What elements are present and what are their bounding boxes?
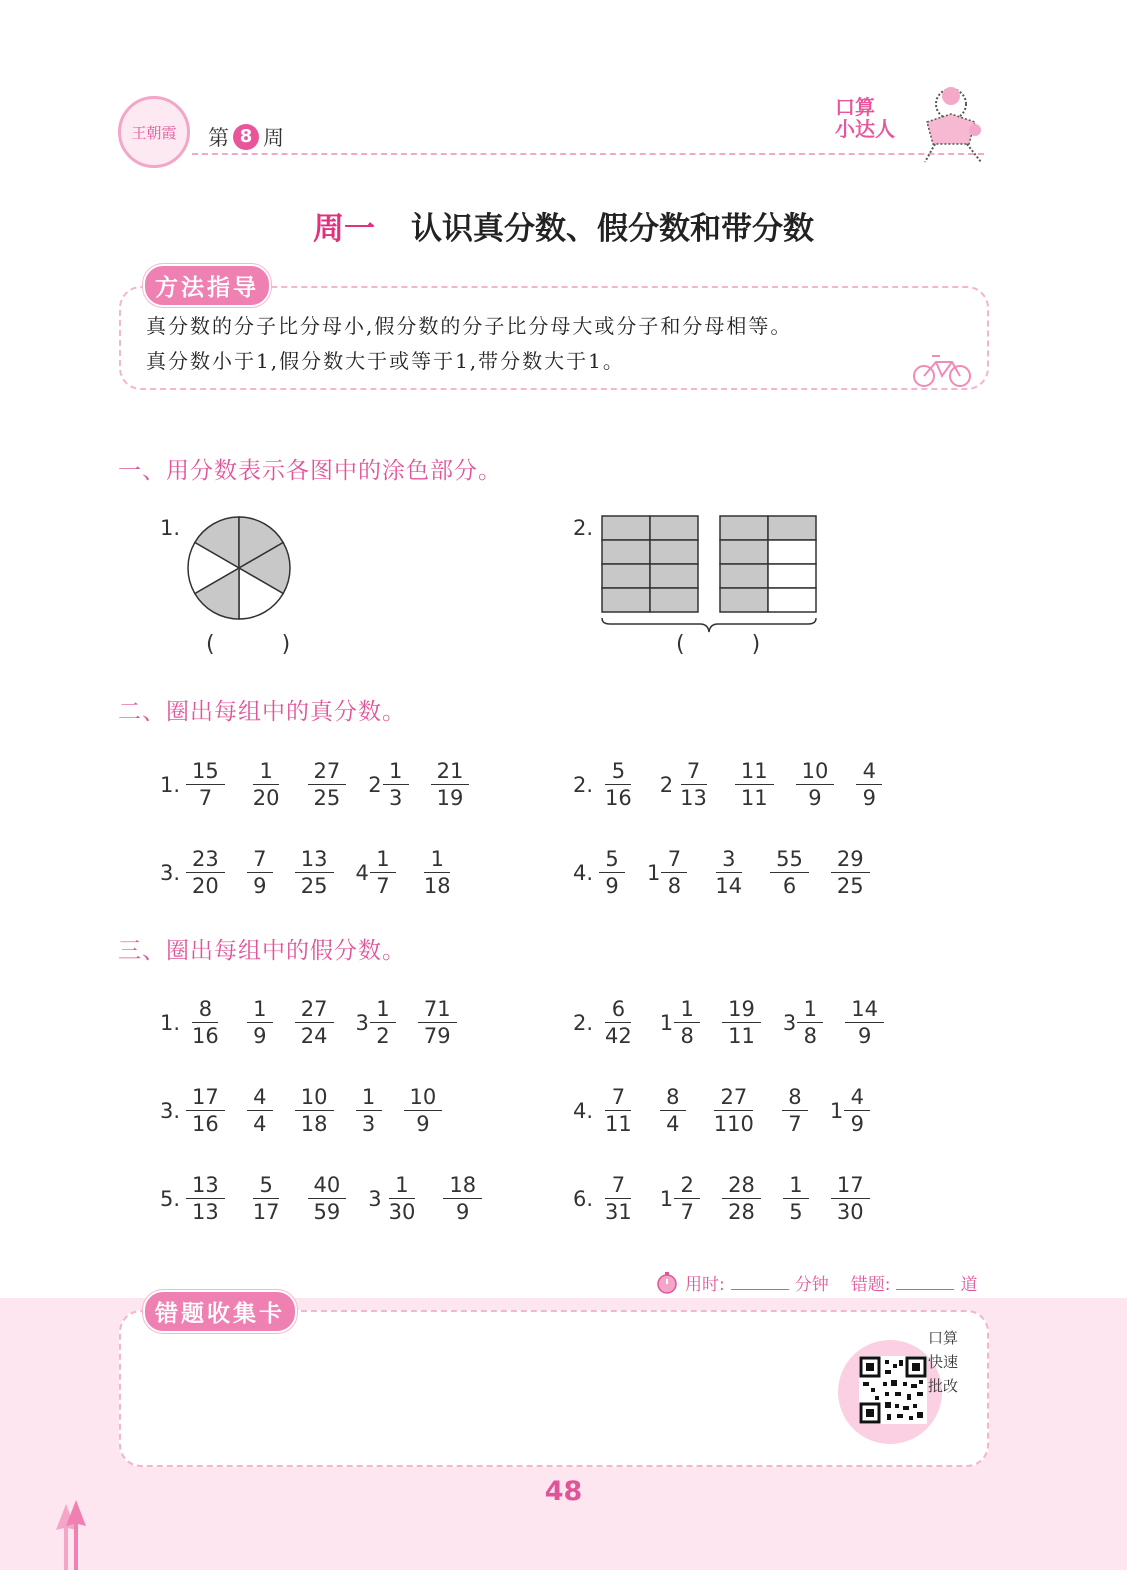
numerator: 1	[356, 1084, 382, 1111]
denominator: 6	[782, 874, 797, 898]
method-line-2: 真分数小于1,假分数大于或等于1,带分数大于1。	[146, 349, 625, 373]
fraction[interactable]	[796, 758, 835, 811]
mixed-number[interactable]	[368, 758, 408, 811]
fraction[interactable]	[247, 1172, 286, 1225]
time-unit: 分钟	[794, 1275, 829, 1295]
fraction[interactable]	[247, 846, 273, 899]
numerator: 17	[186, 1084, 225, 1111]
whole-part: 2	[659, 772, 674, 797]
numerator: 7	[605, 1084, 631, 1111]
denominator: 9	[456, 1200, 470, 1224]
fraction[interactable]	[709, 846, 748, 899]
mixed-number[interactable]	[783, 996, 823, 1049]
numerator: 27	[308, 758, 347, 785]
denominator: 18	[423, 874, 451, 898]
denominator: 30	[836, 1200, 864, 1224]
week-number: 8	[233, 124, 259, 150]
denominator: 7	[788, 1112, 802, 1136]
mixed-number[interactable]	[368, 1172, 421, 1225]
whole-part: 3	[355, 1010, 369, 1035]
numerator: 1	[424, 846, 450, 873]
fraction[interactable]	[770, 846, 809, 899]
numerator: 1	[370, 996, 396, 1023]
question-number: 3.	[160, 1098, 181, 1123]
denominator: 8	[803, 1024, 817, 1048]
denominator: 79	[423, 1024, 451, 1048]
s3-row-1	[160, 996, 479, 1049]
fraction[interactable]	[845, 996, 884, 1049]
bicycle-icon	[912, 350, 972, 390]
numerator: 55	[770, 846, 809, 873]
numerator: 1	[247, 996, 273, 1023]
question-number: 3.	[160, 860, 181, 885]
numerator: 21	[431, 758, 470, 785]
denominator: 13	[680, 786, 707, 810]
numerator: 10	[796, 758, 835, 785]
logo-text: 王朝霞	[131, 123, 177, 142]
numerator: 8	[192, 996, 218, 1023]
denominator: 18	[300, 1112, 328, 1136]
s2-row-3	[160, 846, 479, 899]
question-number: 1.	[160, 1010, 181, 1035]
denominator: 7	[680, 1200, 694, 1224]
fraction[interactable]	[599, 846, 625, 899]
denominator: 8	[680, 1024, 694, 1048]
question-number: 1.	[160, 772, 181, 797]
stopwatch-icon	[655, 1271, 679, 1295]
denominator: 30	[388, 1200, 416, 1224]
method-guide-label: 方法指导	[143, 264, 271, 307]
denominator: 59	[313, 1200, 341, 1224]
whole-part: 1	[659, 1186, 674, 1211]
numerator: 1	[383, 758, 409, 785]
mixed-number[interactable]	[830, 1084, 870, 1137]
fraction[interactable]	[722, 996, 761, 1049]
fraction-part	[797, 996, 823, 1049]
denominator: 11	[728, 1024, 755, 1048]
fraction[interactable]	[599, 758, 638, 811]
numerator: 10	[404, 1084, 443, 1111]
mixed-number[interactable]	[660, 758, 713, 811]
denominator: 25	[836, 874, 864, 898]
whole-part: 3	[782, 1010, 797, 1035]
numerator: 8	[660, 1084, 686, 1111]
fraction-part	[674, 758, 713, 811]
numerator: 2	[674, 1172, 700, 1199]
question-number: 6.	[573, 1186, 594, 1211]
mixed-number[interactable]	[660, 1172, 700, 1225]
fraction[interactable]	[431, 758, 470, 811]
numerator: 7	[661, 846, 687, 873]
s3-row-6	[573, 1172, 892, 1225]
fraction-part	[674, 996, 700, 1049]
numerator: 10	[295, 1084, 334, 1111]
denominator: 19	[436, 786, 464, 810]
fraction[interactable]	[247, 1084, 273, 1137]
brand-logo	[835, 96, 895, 140]
fraction[interactable]	[418, 996, 457, 1049]
denominator: 16	[192, 1112, 219, 1136]
error-label: 错题:	[850, 1275, 891, 1295]
denominator: 17	[252, 1200, 280, 1224]
denominator: 3	[388, 786, 403, 810]
fraction[interactable]	[708, 1084, 760, 1137]
numerator: 4	[856, 758, 882, 785]
denominator: 110	[713, 1112, 754, 1136]
q2-answer-paren[interactable]: ( )	[676, 632, 791, 657]
error-card-label: 错题收集卡	[143, 1290, 297, 1333]
page-number: 48	[544, 1476, 583, 1507]
error-blank[interactable]	[896, 1275, 954, 1290]
fraction[interactable]	[599, 1084, 638, 1137]
fraction[interactable]	[599, 996, 638, 1049]
denominator: 16	[192, 1024, 219, 1048]
denominator: 9	[808, 786, 822, 810]
numerator: 7	[247, 846, 273, 873]
numerator: 7	[681, 758, 707, 785]
grid-diagram	[600, 514, 820, 636]
fraction[interactable]	[722, 1172, 761, 1225]
week-prefix: 第	[208, 126, 229, 150]
numerator: 29	[831, 846, 870, 873]
denominator: 2	[376, 1024, 390, 1048]
s3-row-3	[160, 1084, 464, 1137]
fraction[interactable]	[418, 846, 457, 899]
whole-part: 1	[829, 1098, 844, 1123]
fraction-part	[674, 1172, 700, 1225]
denominator: 4	[253, 1112, 267, 1136]
numerator: 1	[674, 996, 700, 1023]
denominator: 11	[605, 1112, 632, 1136]
method-guide-text	[146, 309, 792, 379]
page-title	[0, 203, 1127, 248]
numerator: 19	[722, 996, 761, 1023]
fraction[interactable]	[856, 758, 882, 811]
whole-part: 3	[368, 1186, 382, 1211]
denominator: 9	[862, 786, 877, 810]
denominator: 14	[715, 874, 743, 898]
numerator: 1	[370, 846, 396, 873]
numerator: 14	[845, 996, 884, 1023]
mixed-number[interactable]	[356, 996, 396, 1049]
question-number: 5.	[160, 1186, 181, 1211]
brand-line1: 口算	[835, 95, 875, 119]
mixed-number[interactable]	[660, 996, 700, 1049]
header-divider	[192, 153, 984, 155]
s3-row-4	[573, 1084, 892, 1137]
mascot-illustration	[905, 82, 997, 168]
fraction[interactable]	[831, 1172, 870, 1225]
numerator: 1	[797, 996, 823, 1023]
fraction-part	[383, 758, 409, 811]
denominator: 8	[667, 874, 682, 898]
mixed-number[interactable]	[356, 846, 396, 899]
time-blank[interactable]	[731, 1275, 789, 1290]
fraction[interactable]	[599, 1172, 638, 1225]
numerator: 13	[186, 1172, 225, 1199]
whole-part: 2	[368, 772, 382, 797]
numerator: 8	[782, 1084, 808, 1111]
denominator: 20	[252, 786, 280, 810]
denominator: 9	[253, 1024, 267, 1048]
pie-diagram	[186, 515, 292, 621]
numerator: 27	[295, 996, 334, 1023]
fraction[interactable]	[295, 846, 334, 899]
numerator: 4	[247, 1084, 273, 1111]
numerator: 18	[443, 1172, 482, 1199]
denominator: 9	[253, 874, 267, 898]
numerator: 71	[418, 996, 457, 1023]
fraction[interactable]	[356, 1084, 382, 1137]
numerator: 5	[605, 758, 631, 785]
brand-line2: 小达人	[835, 117, 895, 141]
denominator: 11	[740, 786, 768, 810]
numerator: 28	[722, 1172, 761, 1199]
fraction[interactable]	[308, 1172, 347, 1225]
numerator: 11	[735, 758, 774, 785]
question-number: 2.	[573, 772, 594, 797]
fraction[interactable]	[186, 1172, 225, 1225]
s2-row-2	[573, 758, 904, 811]
question-number: 4.	[573, 860, 594, 885]
denominator: 9	[857, 1024, 872, 1048]
grid-brace	[602, 618, 816, 632]
mixed-number[interactable]	[647, 846, 687, 899]
fraction[interactable]	[660, 1084, 686, 1137]
s3-row-5	[160, 1172, 504, 1225]
denominator: 24	[300, 1024, 328, 1048]
week-suffix: 周	[263, 126, 284, 150]
denominator: 9	[605, 874, 619, 898]
publisher-logo	[118, 96, 190, 168]
numerator: 15	[186, 758, 225, 785]
q1-answer-paren[interactable]: ( )	[206, 632, 321, 657]
denominator: 25	[300, 874, 328, 898]
fraction[interactable]	[443, 1172, 482, 1225]
numerator: 40	[308, 1172, 347, 1199]
denominator: 31	[605, 1200, 632, 1224]
s3-row-2	[573, 996, 906, 1049]
q2-label: 2.	[573, 516, 594, 540]
numerator: 6	[605, 996, 631, 1023]
denominator: 25	[313, 786, 341, 810]
numerator: 1	[253, 758, 279, 785]
numerator: 5	[253, 1172, 279, 1199]
fraction[interactable]	[186, 758, 225, 811]
question-number: 4.	[573, 1098, 594, 1123]
numerator: 4	[844, 1084, 870, 1111]
denominator: 16	[605, 786, 632, 810]
fraction[interactable]	[186, 1084, 225, 1137]
denominator: 20	[192, 874, 219, 898]
denominator: 13	[192, 1200, 219, 1224]
fraction[interactable]	[295, 996, 334, 1049]
qr-code-icon[interactable]	[859, 1356, 927, 1424]
denominator: 7	[198, 786, 213, 810]
section3-title: 三、圈出每组中的假分数。	[118, 938, 406, 964]
week-indicator	[208, 122, 284, 152]
numerator: 17	[831, 1172, 870, 1199]
arrow-decoration	[50, 1500, 90, 1570]
denominator: 5	[789, 1200, 803, 1224]
numerator: 27	[714, 1084, 753, 1111]
time-label: 用时:	[685, 1275, 725, 1295]
s2-row-4	[573, 846, 892, 899]
section1-title: 一、用分数表示各图中的涂色部分。	[118, 458, 502, 484]
fraction-part	[844, 1084, 870, 1137]
timer-bar	[655, 1270, 977, 1295]
question-number: 2.	[573, 1010, 594, 1035]
fraction-part	[661, 846, 687, 899]
denominator: 42	[605, 1024, 632, 1048]
denominator: 4	[666, 1112, 680, 1136]
numerator: 5	[599, 846, 625, 873]
fraction-part	[383, 1172, 422, 1225]
numerator: 7	[605, 1172, 631, 1199]
section2-title: 二、圈出每组中的真分数。	[118, 699, 406, 725]
fraction[interactable]	[404, 1084, 443, 1137]
grid-left	[602, 516, 698, 612]
qr-caption: 口算快速批改	[928, 1329, 959, 1395]
whole-part: 4	[355, 860, 369, 885]
denominator: 9	[850, 1112, 864, 1136]
fraction[interactable]	[247, 996, 273, 1049]
grid-right	[720, 516, 816, 612]
fraction-part	[370, 996, 396, 1049]
fraction[interactable]	[735, 758, 774, 811]
denominator: 9	[416, 1112, 430, 1136]
numerator: 13	[295, 846, 334, 873]
fraction[interactable]	[783, 1172, 809, 1225]
q1-label: 1.	[160, 516, 181, 540]
fraction-part	[370, 846, 396, 899]
error-unit: 道	[960, 1275, 978, 1295]
numerator: 1	[389, 1172, 415, 1199]
fraction[interactable]	[308, 758, 347, 811]
fraction[interactable]	[295, 1084, 334, 1137]
numerator: 1	[783, 1172, 809, 1199]
whole-part: 1	[659, 1010, 674, 1035]
numerator: 23	[186, 846, 225, 873]
denominator: 7	[376, 874, 390, 898]
title-day: 周一	[313, 211, 375, 247]
s2-row-1	[160, 758, 491, 811]
fraction[interactable]	[186, 846, 225, 899]
fraction[interactable]	[782, 1084, 808, 1137]
method-line-1: 真分数的分子比分母小,假分数的分子比分母大或分子和分母相等。	[146, 314, 793, 338]
whole-part: 1	[647, 860, 661, 885]
fraction[interactable]	[247, 758, 286, 811]
fraction[interactable]	[186, 996, 225, 1049]
numerator: 3	[716, 846, 742, 873]
title-topic: 认识真分数、假分数和带分数	[411, 211, 814, 247]
fraction[interactable]	[831, 846, 870, 899]
denominator: 28	[728, 1200, 755, 1224]
denominator: 3	[361, 1112, 376, 1136]
